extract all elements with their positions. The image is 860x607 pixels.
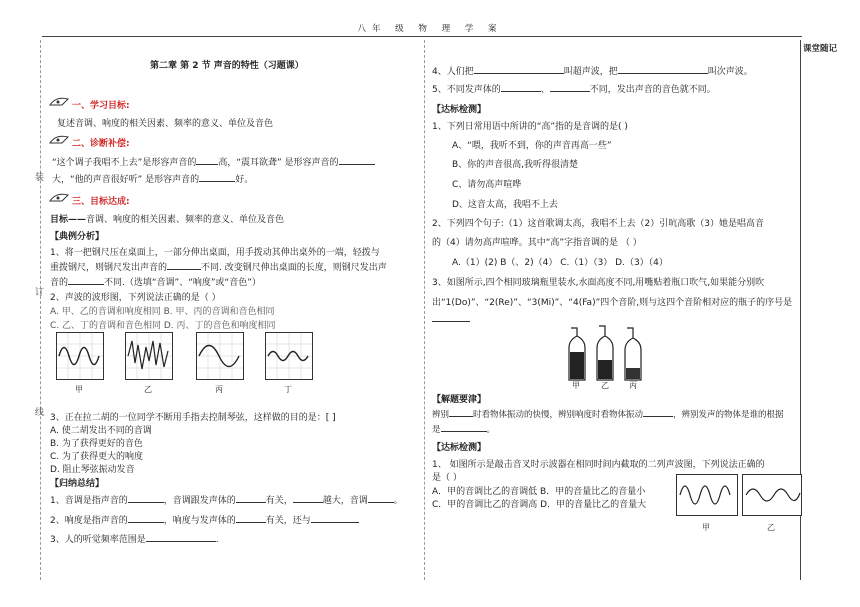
c3-line-2: 出“1(Do)”、“2(Re)”、“3(Mi)”、“4(Fa)”四个音阶,则与这四个音阶相对应的瓶子的序号是 bbox=[432, 298, 793, 308]
r4-text: 叫次声波。 bbox=[707, 67, 753, 77]
d1-line-1: 1、 如图所示是敲击音叉时示波器在相同时间内截取的二列声波图，下列说法正确的 bbox=[432, 460, 765, 470]
c2-options: A.（1）(2) B（、2)（4） C.（1）（3） D.（3）（4） bbox=[452, 258, 668, 268]
q3-option-b: B. 为了获得更好的音色 bbox=[50, 439, 143, 449]
r5-text: 不同，发出声音的音色就不同。 bbox=[589, 85, 716, 95]
diagnosis-text: 大，“他的声音很好听” 是形容声音的 bbox=[52, 175, 200, 185]
answer-blank bbox=[311, 514, 359, 523]
waveform-label: 丙 bbox=[215, 385, 223, 394]
lesson-title: 第二章 第 2 节 声音的特性（习题课） bbox=[150, 61, 304, 71]
waveform-ding bbox=[265, 332, 313, 380]
answer-blank bbox=[128, 494, 164, 503]
section-marker-icon bbox=[48, 191, 70, 203]
waveform-label: 丁 bbox=[284, 385, 292, 394]
c3-line-3 bbox=[432, 313, 470, 325]
answer-blank bbox=[128, 514, 164, 523]
c1-option-a: A、“喂，我听不到，你的声音再高一些” bbox=[452, 141, 612, 151]
answer-blank bbox=[339, 156, 375, 165]
summary-text: 2、响度是指声音的 bbox=[50, 516, 128, 526]
answer-blank bbox=[236, 494, 266, 503]
header-rule bbox=[42, 36, 802, 37]
q2-stem: 2、声波的波形图，下列说法正确的是（ ） bbox=[50, 293, 221, 303]
q2-option-ab: A. 甲、乙的音调和响度相同 B. 甲、丙的音调和音色相同 bbox=[50, 307, 275, 317]
scope-label: 甲 bbox=[702, 523, 710, 532]
d1-option-ab: A．甲的音调比乙的音调低 B．甲的音量比乙的音量小 bbox=[432, 487, 646, 497]
c2-line-2: 的（4）请勿高声喧哗。其中“高”字指音调的是 （ ） bbox=[432, 238, 642, 248]
r4-text: 叫超声波，把 bbox=[563, 67, 618, 77]
diagnosis-line-2 bbox=[52, 172, 253, 185]
column-divider bbox=[424, 40, 425, 580]
answer-blank bbox=[368, 494, 394, 503]
section-1-text: 复述音调、响度的相关因素、频率的意义、单位及音色 bbox=[57, 119, 274, 129]
summary-text: . bbox=[215, 535, 219, 545]
q2-option-cd: C. 乙、丁的音调和音色相同 D. 丙、丁的音色和响度相同 bbox=[50, 321, 276, 331]
tips-text: ，辨别发声的物体是谁的根据 bbox=[673, 410, 784, 420]
scope-wave-jia bbox=[676, 474, 738, 516]
summary-text: ，音调跟发声体的 bbox=[163, 496, 236, 506]
diagnosis-text: 好。 bbox=[235, 175, 254, 185]
q1-text: 不同.（选填“音调”、“响度”或“音色”） bbox=[104, 278, 261, 288]
q1-line-3 bbox=[50, 275, 261, 288]
waveform-label: 甲 bbox=[75, 385, 83, 394]
summary-text: 1、音调是指声音的 bbox=[50, 496, 128, 506]
r5-line bbox=[432, 82, 716, 95]
section-1-heading: 一、学习目标: bbox=[72, 101, 130, 111]
waveform-yi bbox=[125, 332, 173, 380]
section-3-heading: 三、目标达成: bbox=[72, 197, 130, 207]
answer-blank bbox=[618, 65, 708, 74]
summary-line-1 bbox=[50, 493, 403, 506]
q1-text: 不同. 改变钢尺伸出桌面的长度，则钢尺发出声 bbox=[201, 263, 387, 273]
tips-text: 。 bbox=[486, 425, 496, 435]
answer-blank bbox=[643, 408, 673, 417]
answer-blank bbox=[449, 408, 473, 417]
answer-blank bbox=[68, 276, 104, 285]
q1-line-2 bbox=[50, 260, 387, 273]
answer-blank bbox=[474, 65, 564, 74]
goal-label: 目标—— bbox=[50, 215, 87, 225]
c1-option-c: C、请勿高声喧哗 bbox=[452, 180, 522, 190]
answer-blank bbox=[167, 261, 201, 270]
diagnosis-line-1 bbox=[52, 155, 375, 168]
q1-line-1: 1、将一把钢尺压在桌面上，一部分伸出桌面，用手拨动其伸出桌外的一端，轻拨与 bbox=[50, 248, 380, 258]
answer-blank bbox=[441, 423, 487, 432]
summary-text: 。 bbox=[393, 496, 403, 506]
summary-line-2 bbox=[50, 513, 359, 526]
section-marker-icon bbox=[48, 95, 70, 107]
waveform-jia bbox=[56, 332, 104, 380]
tips-heading: 【解题要津】 bbox=[432, 395, 487, 405]
check-2-heading: 【达标检测】 bbox=[432, 443, 487, 453]
answer-blank bbox=[501, 83, 541, 92]
tips-text: 辨别 bbox=[432, 410, 450, 420]
section-2-heading: 二、诊断补偿: bbox=[72, 139, 130, 149]
answer-blank bbox=[236, 514, 266, 523]
page-header: 八年 级 物 理 学 案 bbox=[357, 24, 503, 34]
q3-option-a: A. 使二胡发出不同的音调 bbox=[50, 426, 152, 436]
tips-text: 是 bbox=[432, 425, 441, 435]
q3-option-d: D. 阻止琴弦振动发音 bbox=[50, 465, 135, 475]
margin-char-ding: 订 bbox=[35, 288, 45, 298]
answer-blank bbox=[550, 83, 590, 92]
summary-text: 有关，还与 bbox=[265, 516, 311, 526]
waveform-bing bbox=[196, 332, 244, 380]
tips-line-1 bbox=[432, 408, 784, 420]
margin-char-xian: 线 bbox=[35, 408, 45, 418]
r5-text: 、 bbox=[540, 85, 550, 95]
c1-option-b: B、你的声音很高,我听得很清楚 bbox=[452, 160, 579, 170]
r4-text: 4、人们把 bbox=[432, 67, 474, 77]
c1-option-d: D、这音太高，我唱不上去 bbox=[452, 200, 558, 210]
summary-text: 有关， bbox=[265, 496, 293, 506]
check-heading: 【达标检测】 bbox=[432, 105, 487, 115]
c2-line-1: 2、下列四个句子:（1）这首歌调太高，我唱不上去（2）引吭高歌（3）她是唱高音 bbox=[432, 219, 764, 229]
r5-text: 5、不同发声体的 bbox=[432, 85, 501, 95]
scope-wave-yi bbox=[742, 474, 802, 516]
example-heading: 【典例分析】 bbox=[50, 232, 105, 242]
summary-line-3 bbox=[50, 532, 219, 545]
answer-blank bbox=[146, 533, 216, 542]
q3-option-c: C. 为了获得更大的响度 bbox=[50, 452, 144, 462]
diagnosis-text: 高，“震耳欲聋” 是形容声音的 bbox=[218, 158, 339, 168]
scope-label: 乙 bbox=[767, 523, 775, 532]
r4-line bbox=[432, 64, 753, 77]
goal-line bbox=[50, 212, 284, 225]
diagnosis-text: “这个调子我唱不上去”是形容声音的 bbox=[52, 158, 197, 168]
tips-line-2 bbox=[432, 423, 495, 435]
q1-text: 音的 bbox=[50, 278, 69, 288]
summary-text: ，响度与发声体的 bbox=[163, 516, 236, 526]
summary-text: 越大，音调 bbox=[322, 496, 368, 506]
bottle-label: 乙 bbox=[601, 381, 609, 390]
side-note-label: 课堂随记 bbox=[803, 44, 838, 54]
margin-char-zhuang: 装 bbox=[35, 173, 45, 183]
answer-blank bbox=[293, 494, 323, 503]
c3-line-1: 3、如图所示,四个相同玻璃瓶里装水,水面高度不同,用嘴贴着瓶口吹气,如果能分别吹 bbox=[432, 278, 765, 288]
tips-text: 时看物体振动的快慢，辨别响度时看物体振动 bbox=[473, 410, 644, 420]
summary-text: 3、人的听觉频率范围是 bbox=[50, 535, 146, 545]
section-marker-icon bbox=[48, 133, 70, 145]
binding-line bbox=[40, 40, 41, 580]
c1-stem: 1、下列日常用语中所讲的“高”指的是音调的是( ) bbox=[432, 122, 628, 132]
waveform-label: 乙 bbox=[144, 385, 152, 394]
bottle-label: 甲 bbox=[572, 381, 580, 390]
answer-blank bbox=[199, 173, 235, 182]
q1-text: 重拨钢尺，则钢尺发出声音的 bbox=[50, 263, 168, 273]
answer-blank bbox=[196, 156, 218, 165]
q3-stem: 3、正在拉二胡的一位同学不断用手指去控制琴弦，这样做的目的是：[ ] bbox=[50, 413, 336, 423]
d1-line-2: 是（ ） bbox=[432, 473, 462, 483]
d1-option-cd: C．甲的音调比乙的音调高 D．甲的音量比乙的音量大 bbox=[432, 500, 647, 510]
bottle-label: 丙 bbox=[629, 381, 637, 390]
goal-text: 音调、响度的相关因素、频率的意义、单位及音色 bbox=[86, 215, 285, 225]
answer-blank bbox=[432, 313, 470, 322]
summary-heading: 【归纳总结】 bbox=[50, 479, 105, 489]
